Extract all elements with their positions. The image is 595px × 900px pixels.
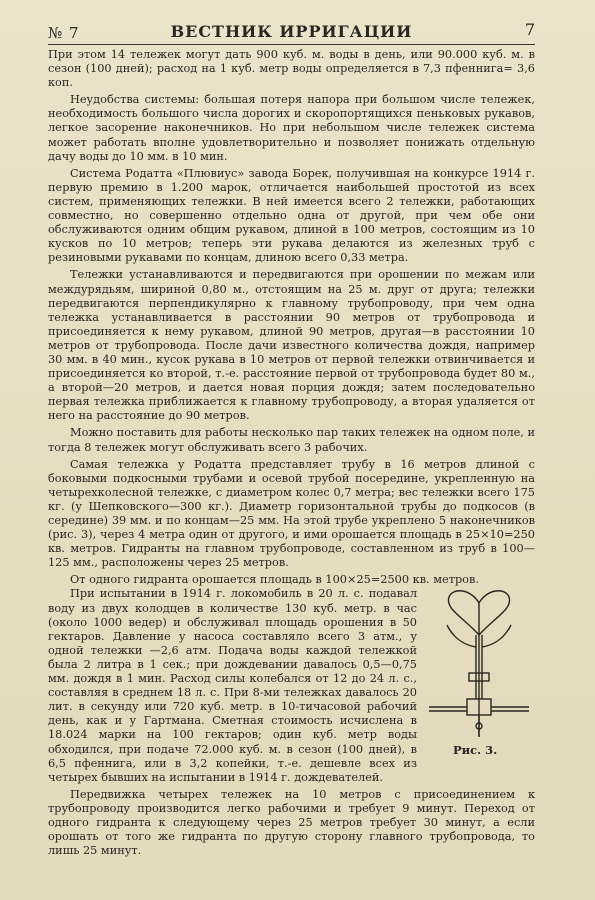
paragraph: Тележки устанавливаются и передвигаются при орошении по межам или междурядьям, шириной 0,80 м., отстоящим на 25 м. друг от друга; тележки передвигаются перпендикулярно к главному трубопроводу, при чем одна тележка устанавливается в расстоянии 90 метров от трубопровода и присоединяется к нему рукавом, длиной 90 метров, другая—в расстоянии 10 метров от трубопровода. После дачи известного количества дождя, например 30 мм. в 40 мин., кусок рукава в 10 метров от первой тележки отвинчивается и присоединяется ко второй, т.-е. расстояние первой от трубопровода будет 80 м., а второй—20 метров, и дается новая порция дождя; затем последовательно первая тележка приближается к главному трубопроводу, а вторая удаляется от него на расстояние до 90 метров. xyxy=(48,268,535,423)
issue-number: № 7 xyxy=(48,24,80,42)
paragraph: При этом 14 тележек могут дать 900 куб. м. воды в день, или 90.000 куб. м. в сезон (100 дней); расход на 1 куб. метр воды определяется в 7,3 пфеннига= 3,6 коп. xyxy=(48,48,535,90)
paragraph: Передвижка четырех тележек на 10 метров с присоединением к трубопроводу производится легко рабочими и требует 9 минут. Переход от одного гидранта к следующему через 25 метров требует 30 минут, а если орошать от того же гидранта по другую сторону главного трубопровода, то лишь 25 минут. xyxy=(48,787,535,858)
journal-title: ВЕСТНИК ИРРИГАЦИИ xyxy=(170,22,413,41)
nozzle-drawing xyxy=(423,587,535,747)
paragraph: Самая тележка у Родатта представляет трубу в 16 метров длиной с боковыми подкосными трубами и осевой трубой посередине, укрепленную на четырехколесной тележке, с диаметром колес 0,7 метра; вес тележки всего 175 кг. (у Шепковского—300 кг.). Диаметр горизонтальной трубы до подкосов (в середине) 39 мм. и по концам—25 мм. На этой трубе укреплено 5 наконечников (рис. 3), через 4 метра один от другого, и ими орошается площадь в 25×10=250 кв. метров. Гидранты на главном трубопроводе, составленном из труб в 100—125 мм., расположены через 25 метров. xyxy=(48,457,535,570)
page-header xyxy=(48,18,535,45)
figure-nozzle xyxy=(423,587,535,757)
page-number: 7 xyxy=(524,20,535,39)
paragraph: При испытании в 1914 г. локомобиль в 20 л. с. подавал воду из двух колодцев в количестве 130 куб. метр. в час (около 1000 ведер) и обслуживал площадь орошения в 50 гектаров. Давление у насоса составляло всего 3 атм., у одной тележки —2,6 атм. Подача воды каждой тележкой была 2 литра в 1 сек.; при дождевании давалось 0,5—0,75 мм. дождя в 1 мин. Расход силы колебался от 12 до 24 л. с., составляя в среднем 18 л. с. При 8-ми тележках давалось 20 лит. в секунду или 720 куб. метр. в 10-тичасовой рабочий день, как и у Гартмана. Сметная стоимость исчислена в 18.024 марки на 100 гектаров; один куб. метр воды обходился, при подаче 72.000 куб. м. в сезон (100 дней), в 6,5 пфеннига, или в 3,2 копейки, т.-е. дешевле всех из четырех бывших на испытании в 1914 г. дождевателей. xyxy=(48,587,417,784)
paragraph: Неудобства системы: большая потеря напора при большом числе тележек, необходимость большого числа дорогих и скоропортящихся пеньковых рукавов, легкое засорение наконечников. Но при небольшом числе тележек система может работать вполне удовлетворительно и позволяет понижать отдельную дачу воды до 10 мм. в 10 мин. xyxy=(48,93,535,163)
article-body xyxy=(48,48,535,858)
paragraph: От одного гидранта орошается площадь в 100×25=2500 кв. метров. xyxy=(70,573,479,587)
figure-caption: Рис. 3. xyxy=(453,743,498,758)
paragraph: Система Родатта «Плювиус» завода Борек, получившая на конкурсе 1914 г. первую премию в 1.200 марок, отличается наибольшей простотой из всех систем, применяющих тележки. В ней имеется всего 2 тележки, работающих совместно, но совершенно отдельно одна от другой, при чем обе они обслуживаются одним общим рукавом, длиной в 100 метров, состоящим из 10 кусков по 10 метров; теперь эти рукава делаются из железных труб с резиновыми рукавами по концам, длиною всего 0,33 метра. xyxy=(48,166,535,265)
paragraph: Можно поставить для работы несколько пар таких тележек на одном поле, и тогда 8 тележек могут обслуживать всего 3 рабочих. xyxy=(48,426,536,454)
